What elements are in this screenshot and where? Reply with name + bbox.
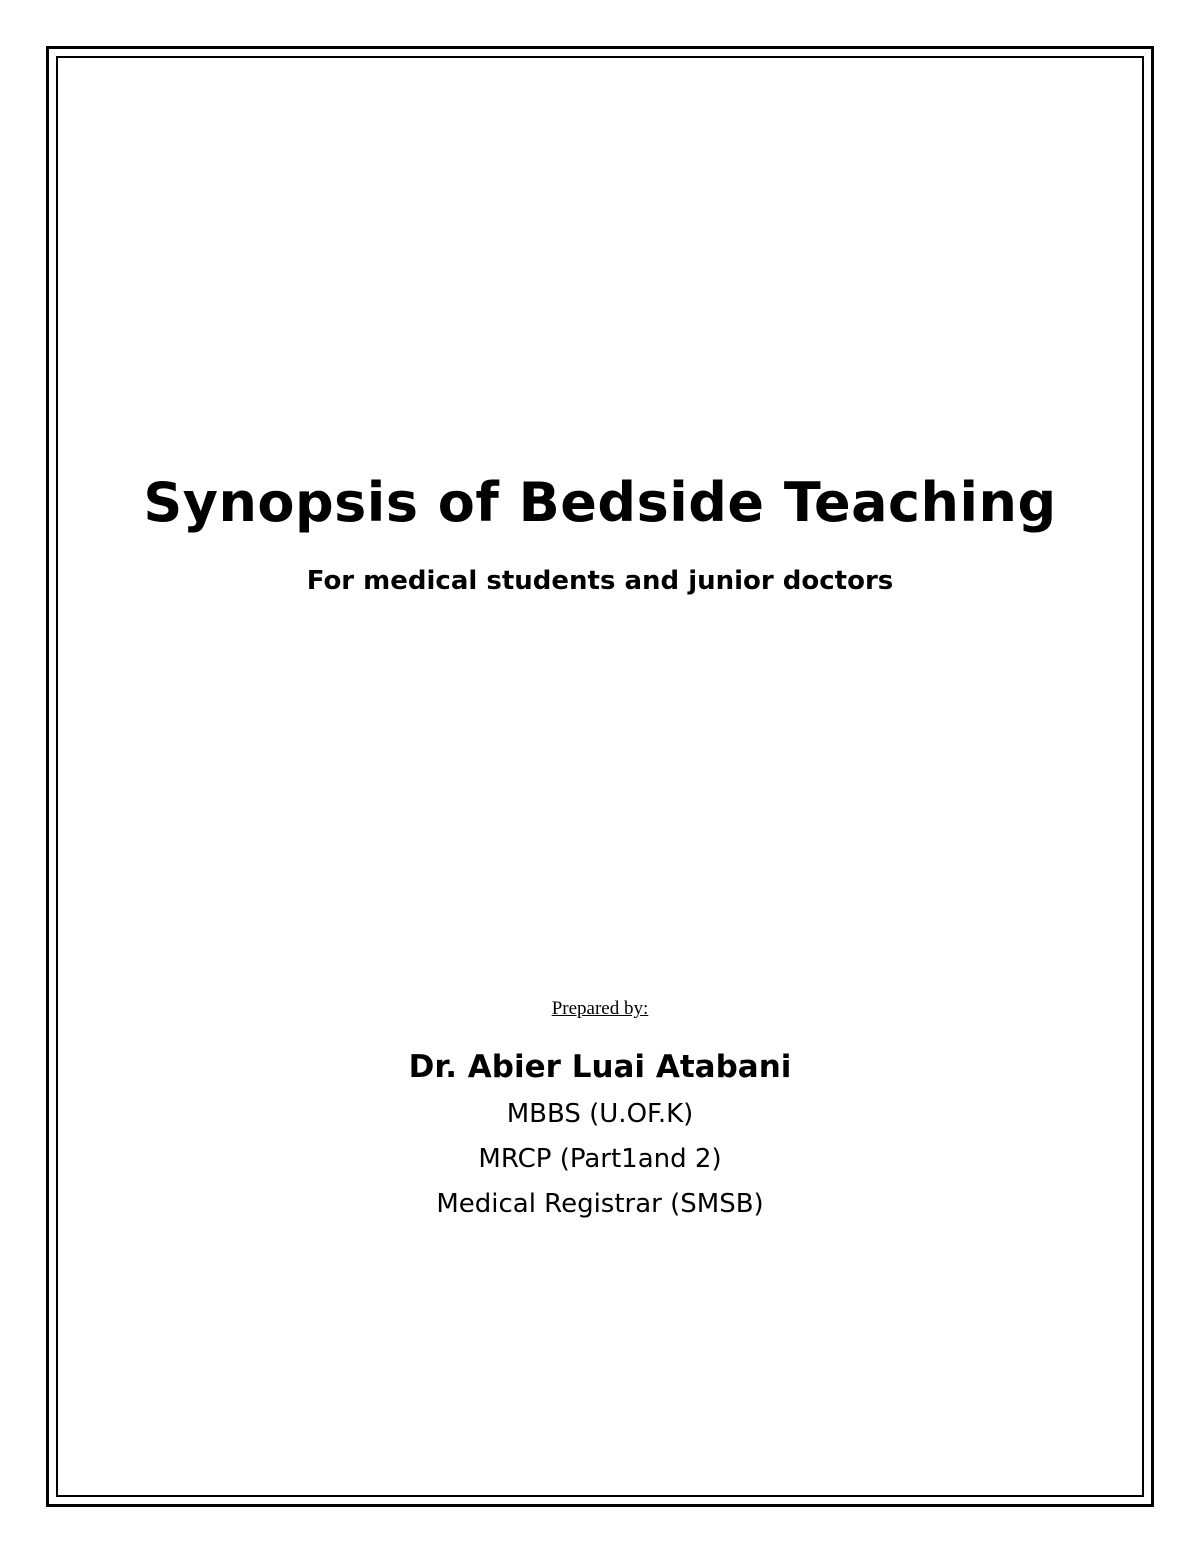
document-title: Synopsis of Bedside Teaching [143, 471, 1057, 534]
document-subtitle: For medical students and junior doctors [306, 566, 894, 596]
author-credential: MRCP (Part1and 2) [478, 1144, 722, 1174]
author-credential: Medical Registrar (SMSB) [436, 1189, 764, 1219]
author-name: Dr. Abier Luai Atabani [408, 1049, 792, 1085]
author-credential: MBBS (U.OF.K) [506, 1099, 694, 1129]
page-border-inner [56, 56, 1144, 1497]
prepared-by-label: Prepared by: [551, 998, 649, 1019]
